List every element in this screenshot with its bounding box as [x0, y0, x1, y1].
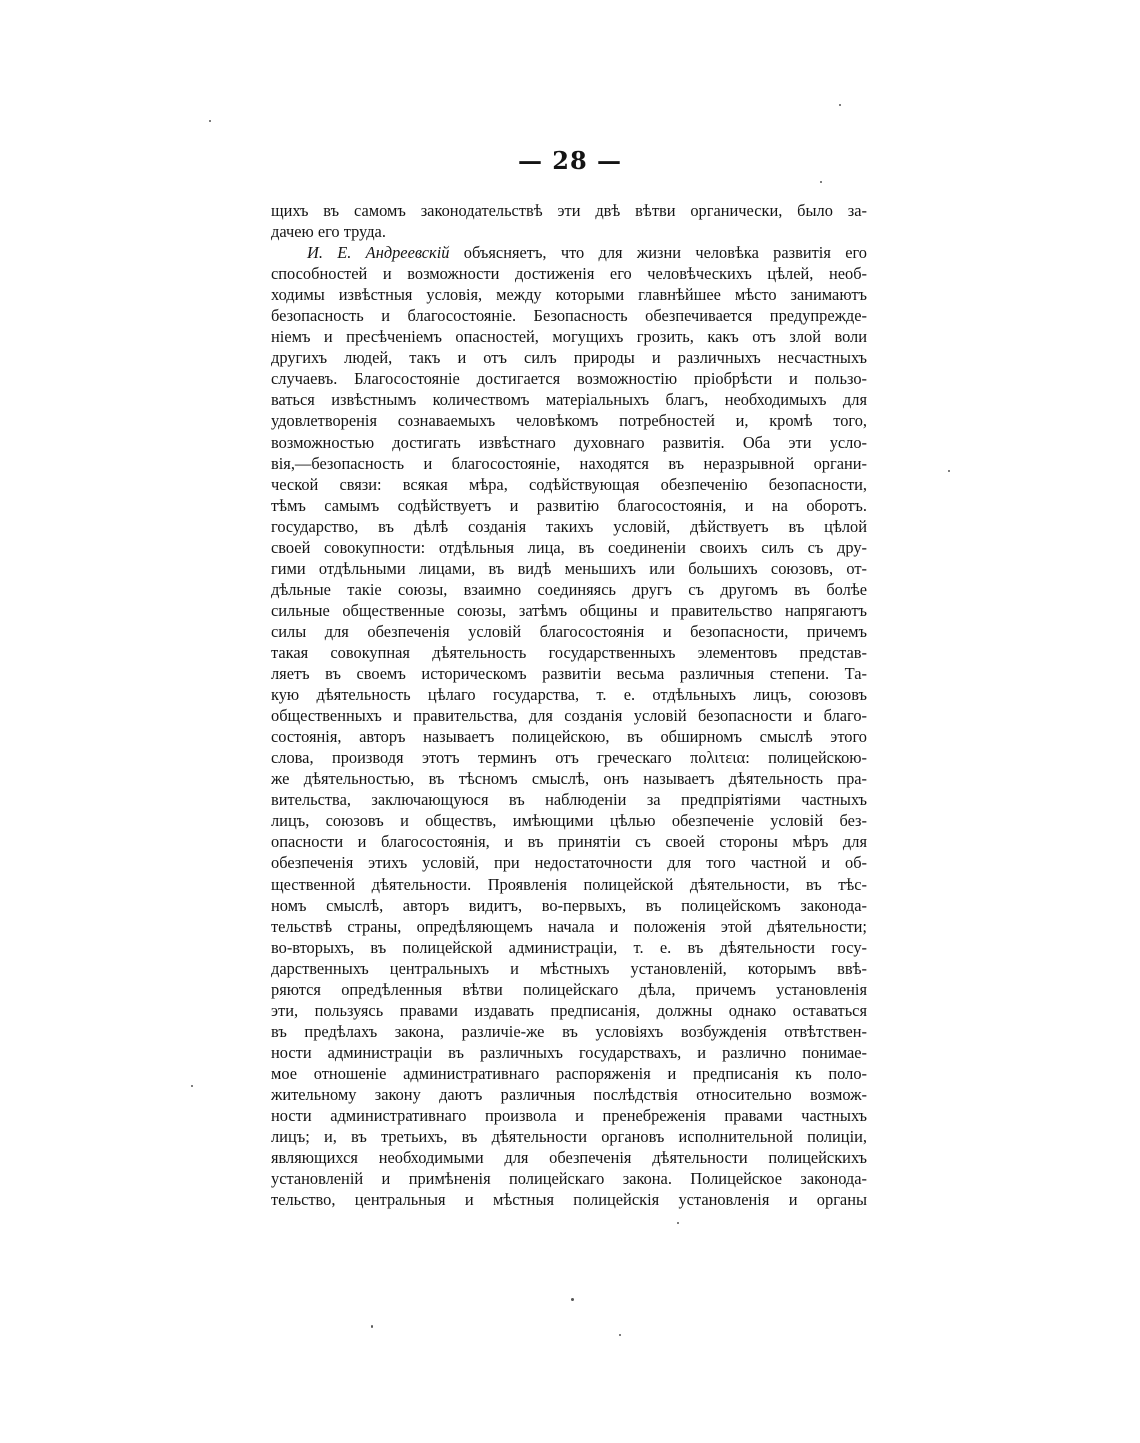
- text-line: жительному закону даютъ различныя послѣдствія относительно возмож-: [271, 1084, 867, 1104]
- page-number: — 28 —: [517, 146, 623, 175]
- scan-speck: [209, 120, 211, 122]
- text-line: вія,—безопасность и благосостояніе, находятся въ неразрывной органи-: [271, 453, 867, 473]
- text-line: же дѣятельностью, въ тѣсномъ смыслѣ, онъ называетъ дѣятельность пра-: [271, 769, 867, 789]
- text-line: щественной дѣятельности. Проявленія полицейской дѣятельности, въ тѣс-: [271, 874, 867, 894]
- scan-speck: [191, 1085, 193, 1087]
- text-line: ряются опредѣленныя вѣтви полицейскаго дѣла, причемъ установленія: [271, 979, 867, 999]
- text-line: тельствѣ страны, опредѣляющемъ начала и положенія этой дѣятельности;: [271, 916, 867, 936]
- text-line: слова, производя этотъ терминъ отъ греческаго πολιτεια: полицейскою-: [271, 748, 867, 768]
- text-line: удовлетворенія сознаваемыхъ человѣкомъ потребностей и, кромѣ того,: [271, 411, 867, 431]
- text-line: государство, въ дѣлѣ созданія такихъ условій, дѣйствуетъ въ цѣлой: [271, 516, 867, 536]
- text-line: въ предѣлахъ закона, различіе-же въ условіяхъ возбужденія отвѣтствен-: [271, 1021, 867, 1041]
- text-line: такая совокупная дѣятельность государственныхъ элементовъ представ-: [271, 642, 867, 662]
- text-line: эти, пользуясь правами издавать предписанія, должны однако оставаться: [271, 1000, 867, 1020]
- scan-speck: [677, 1222, 679, 1224]
- text-line: [271, 242, 867, 263]
- text-line: ваться извѣстнымъ количествомъ матеріальныхъ благъ, необходимыхъ для: [271, 390, 867, 410]
- text-line: случаевъ. Благосостояніе достигается возможностію пріобрѣсти и пользо-: [271, 369, 867, 389]
- text-line: тѣмъ самымъ содѣйствуетъ и развитію благосостоянія, и на оборотъ.: [271, 495, 867, 515]
- scan-speck: [948, 470, 950, 472]
- text-line: кую дѣятельность цѣлаго государства, т. е. отдѣльныхъ лицъ, союзовъ: [271, 685, 867, 705]
- scan-speck: [619, 1334, 621, 1336]
- text-line: гими отдѣльными лицами, въ видѣ меньшихъ или большихъ союзовъ, от-: [271, 558, 867, 578]
- scan-speck: [839, 104, 841, 106]
- author-name: И. Е. Андреевскій: [307, 243, 450, 263]
- text-line: вительства, заключающуюся въ наблюденіи за предпріятіями частныхъ: [271, 790, 867, 810]
- text-line: во-вторыхъ, въ полицейской администраціи, т. е. въ дѣятельности госу-: [271, 937, 867, 957]
- text-line: состоянія, авторъ называетъ полицейскою, въ обширномъ смыслѣ этого: [271, 727, 867, 747]
- scan-speck: [371, 1325, 373, 1328]
- text-line: безопасность и благосостояніе. Безопасность обезпечивается предупрежде-: [271, 306, 867, 326]
- text-line: ніемъ и пресѣченіемъ опасностей, могущихъ грозить, какъ отъ злой воли: [271, 327, 867, 347]
- text-line: являющихся необходимыми для обезпеченія дѣятельности полицейскихъ: [271, 1148, 867, 1168]
- text-line: обезпеченія этихъ условій, при недостаточности для того частной и об-: [271, 853, 867, 873]
- text-line: дѣльные такіе союзы, взаимно соединяясь другъ съ другомъ въ болѣе: [271, 579, 867, 599]
- text-line: лицъ, союзовъ и обществъ, имѣющими цѣлью обезпеченіе условій без-: [271, 811, 867, 831]
- text-line: способностей и возможности достиженія его человѣческихъ цѣлей, необ-: [271, 264, 867, 284]
- text-line: тельство, центральныя и мѣстныя полицейскія установленія и органы: [271, 1190, 867, 1210]
- text-line: возможностью достигать извѣстнаго духовнаго развитія. Оба эти усло-: [271, 432, 867, 452]
- text-line: щихъ въ самомъ законодательствѣ эти двѣ вѣтви органически, было за-: [271, 201, 867, 220]
- scan-speck: [820, 181, 822, 183]
- body-text: [271, 200, 867, 1210]
- text-line: ческой связи: всякая мѣра, содѣйствующая обезпеченію безопасности,: [271, 474, 867, 494]
- text-line: мое отношеніе административнаго распоряженія и предписанія къ поло-: [271, 1063, 867, 1083]
- text-line: силы для обезпеченія условій благосостоянія и безопасности, причемъ: [271, 621, 867, 641]
- text-line: ходимы извѣстныя условія, между которыми главнѣйшее мѣсто занимаютъ: [271, 285, 867, 305]
- text-line: сильные общественные союзы, затѣмъ общины и правительство напрягаютъ: [271, 600, 867, 620]
- text-line: ности администраціи въ различныхъ государствахъ, и различно понимае-: [271, 1042, 867, 1062]
- text-line: другихъ людей, такъ и отъ силъ природы и различныхъ несчастныхъ: [271, 348, 867, 368]
- text-line: лицъ; и, въ третьихъ, въ дѣятельности органовъ исполнительной полиціи,: [271, 1127, 867, 1147]
- text-line: своей совокупности: отдѣльныя лица, въ соединеніи своихъ силъ съ дру-: [271, 537, 867, 557]
- text-line: опасности и благосостоянія, и въ принятіи съ своей стороны мѣръ для: [271, 832, 867, 852]
- text-line: общественныхъ и правительства, для созданія условій безопасности и благо-: [271, 706, 867, 726]
- text-line: дарственныхъ центральныхъ и мѣстныхъ установленій, которымъ ввѣ-: [271, 958, 867, 978]
- scan-speck: [571, 1298, 574, 1301]
- text-line: дачею его труда.: [271, 222, 386, 242]
- text-line: номъ смыслѣ, авторъ видитъ, во-первыхъ, въ полицейскомъ законода-: [271, 895, 867, 915]
- text-line: ляетъ въ своемъ историческомъ развитіи весьма различныя степени. Та-: [271, 664, 867, 684]
- text-line-rest: объясняетъ, что для жизни человѣка развитія его: [463, 243, 867, 263]
- text-line: ности административнаго произвола и пренебреженія правами частныхъ: [271, 1106, 867, 1126]
- text-line: установленій и примѣненія полицейскаго закона. Полицейское законода-: [271, 1169, 867, 1189]
